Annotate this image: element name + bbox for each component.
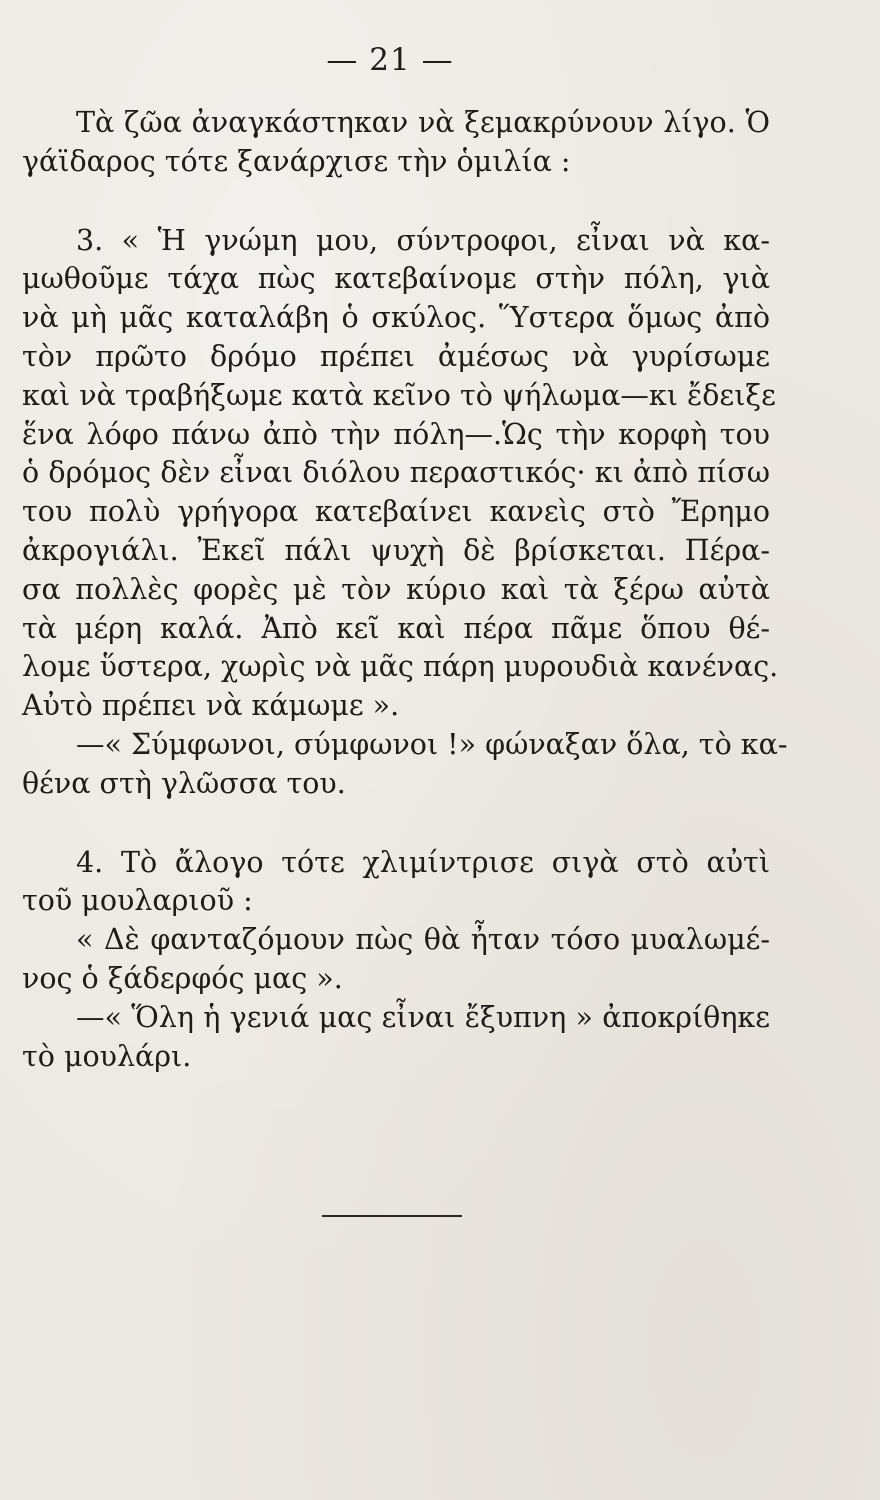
text-line: τοῦ μουλαριοῦ : <box>22 884 253 918</box>
text-line: « Δὲ φανταζόμουν πὼς θὰ ἦταν τόσο μυαλωμέ- <box>76 923 770 957</box>
paragraph-spacer <box>22 182 770 222</box>
text-line: 4. Τὸ ἄλογο τότε χλιμίντρισε σιγὰ στὸ αὐτὶ <box>76 845 770 879</box>
end-rule <box>322 1215 462 1217</box>
paragraph-spacer <box>22 804 770 844</box>
text-line: 3. « Ἡ γνώμη μου, σύντροφοι, εἶναι νὰ κα- <box>76 223 770 257</box>
text-line: Τὰ ζῶα ἀναγκάστηκαν νὰ ξεμακρύνουν λίγο. Ὁ <box>76 106 770 139</box>
text-line: νος ὁ ξάδερφός μας ». <box>22 961 343 995</box>
text-line: καὶ νὰ τραβήξωμε κατὰ κεῖνο τὸ ψήλωμα—κι ἔδειξε <box>22 378 776 412</box>
text-line: λομε ὕστερα, χωρὶς νὰ μᾶς πάρη μυρουδιὰ κανένας. <box>22 650 779 684</box>
text-line: τὸν πρῶτο δρόμο πρέπει ἀμέσως νὰ γυρίσωμε <box>22 339 770 373</box>
text-line: —« Ὅλη ἡ γενιά μας εἶναι ἔξυπνη » ἀποκρίθηκε <box>76 1000 770 1034</box>
text-line: ὁ δρόμος δὲν εἶναι διόλου περαστικός· κι ἀπὸ πίσω <box>22 456 770 490</box>
text-line: θένα στὴ γλῶσσα του. <box>22 766 346 800</box>
text-line: Αὐτὸ πρέπει νὰ κάμωμε ». <box>22 689 400 723</box>
paragraph-4 <box>22 844 770 922</box>
paragraph-3 <box>22 726 788 804</box>
page-number: — 21 — <box>326 42 454 78</box>
page-body <box>22 104 788 1076</box>
text-line: τὰ μέρη καλά. Ἀπὸ κεῖ καὶ πέρα πᾶμε ὅπου θέ- <box>22 611 770 645</box>
paragraph-6 <box>22 999 770 1077</box>
text-line: ἀκρογιάλι. Ἐκεῖ πάλι ψυχὴ δὲ βρίσκεται. Πέρα- <box>22 533 770 567</box>
text-line: τὸ μουλάρι. <box>22 1039 192 1073</box>
text-line: —« Σύμφωνοι, σύμφωνοι !» φώναξαν ὅλα, τὸ κα- <box>76 727 788 761</box>
text-line: ἕνα λόφο πάνω ἀπὸ τὴν πόλη—.Ὡς τὴν κορφὴ του <box>22 417 770 451</box>
text-line: γάϊδαρος τότε ξανάρχισε τὴν ὁμιλία : <box>22 144 571 178</box>
text-line: νὰ μὴ μᾶς καταλάβη ὁ σκύλος. Ὕστερα ὅμως ἀπὸ <box>22 301 770 335</box>
text-line: του πολὺ γρήγορα κατεβαίνει κανεὶς στὸ Ἔρημο <box>22 495 770 529</box>
text-line: σα πολλὲς φορὲς μὲ τὸν κύριο καὶ τὰ ξέρω αὐτὰ <box>22 572 770 606</box>
paragraph-2 <box>22 222 779 726</box>
text-line: μωθοῦμε τάχα πὼς κατεβαίνομε στὴν πόλη, γιὰ <box>22 262 770 296</box>
paragraph-5 <box>22 921 770 999</box>
paragraph-1 <box>22 104 770 182</box>
